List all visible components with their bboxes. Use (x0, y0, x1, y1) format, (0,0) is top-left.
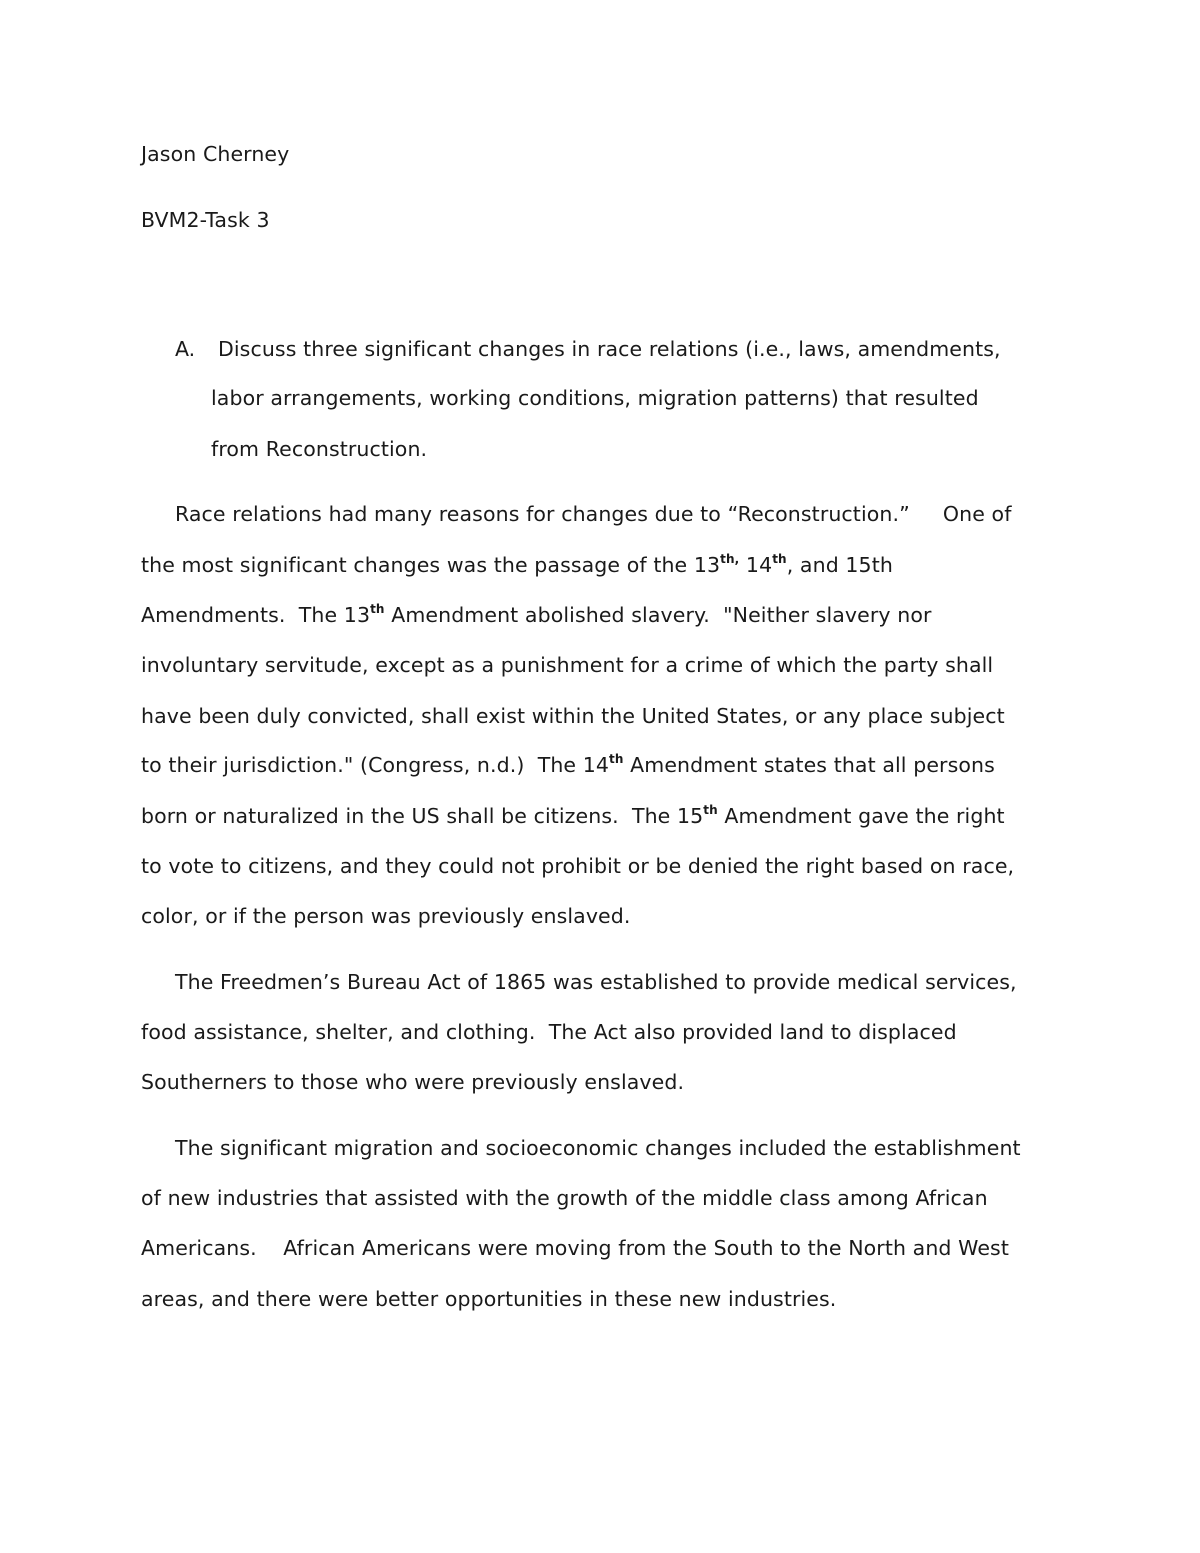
superscript: th (772, 552, 787, 566)
prompt-line-3: from Reconstruction. (211, 437, 428, 461)
text-run: Amendment gave the right (717, 804, 1005, 828)
paragraph3-line-2: of new industries that assisted with the growth of the middle class among African (141, 1186, 988, 1210)
paragraph1-line-7 (141, 802, 1005, 830)
paragraph1-line-9: color, or if the person was previously enslaved. (141, 904, 631, 928)
paragraph3-line-1: The significant migration and socioeconomic changes included the establishment (175, 1136, 1021, 1160)
paragraph1-line-3 (141, 601, 932, 629)
paragraph1-line-8: to vote to citizens, and they could not prohibit or be denied the right based on race, (141, 854, 1015, 878)
paragraph3-line-4: areas, and there were better opportunities in these new industries. (141, 1287, 837, 1311)
list-marker: A. (175, 337, 196, 361)
paragraph2-line-3: Southerners to those who were previously enslaved. (141, 1070, 685, 1094)
paragraph1-line-1: Race relations had many reasons for changes due to “Reconstruction.” One of (175, 502, 1012, 526)
superscript: th (703, 803, 718, 817)
paragraph2-line-1: The Freedmen’s Bureau Act of 1865 was established to provide medical services, (175, 970, 1017, 994)
superscript: th (370, 602, 385, 616)
paragraph1-line-6 (141, 751, 995, 779)
superscript: th (609, 752, 624, 766)
paragraph3-line-3: Americans. African Americans were moving from the South to the North and West (141, 1236, 1009, 1260)
prompt-line-2: labor arrangements, working conditions, migration patterns) that resulted (211, 386, 979, 410)
text-run: Amendments. The 13 (141, 603, 371, 627)
prompt-line-1: Discuss three significant changes in race relations (i.e., laws, amendments, (218, 337, 1001, 361)
author-name: Jason Cherney (141, 142, 290, 166)
text-run: Amendment states that all persons (623, 753, 995, 777)
text-run: to their jurisdiction." (Congress, n.d.) The 14 (141, 753, 610, 777)
text-run: 14 (739, 553, 773, 577)
task-title: BVM2-Task 3 (141, 208, 270, 232)
paragraph2-line-2: food assistance, shelter, and clothing. The Act also provided land to displaced (141, 1020, 957, 1044)
text-run: born or naturalized in the US shall be citizens. The 15 (141, 804, 704, 828)
paragraph1-line-5: have been duly convicted, shall exist within the United States, or any place subject (141, 704, 1005, 728)
paragraph1-line-2 (141, 551, 893, 579)
paragraph1-line-4: involuntary servitude, except as a punishment for a crime of which the party shall (141, 653, 994, 677)
text-run: , and 15th (786, 553, 893, 577)
text-run: the most significant changes was the passage of the 13 (141, 553, 721, 577)
text-run: Amendment abolished slavery. "Neither slavery nor (384, 603, 932, 627)
superscript: th, (720, 552, 740, 566)
